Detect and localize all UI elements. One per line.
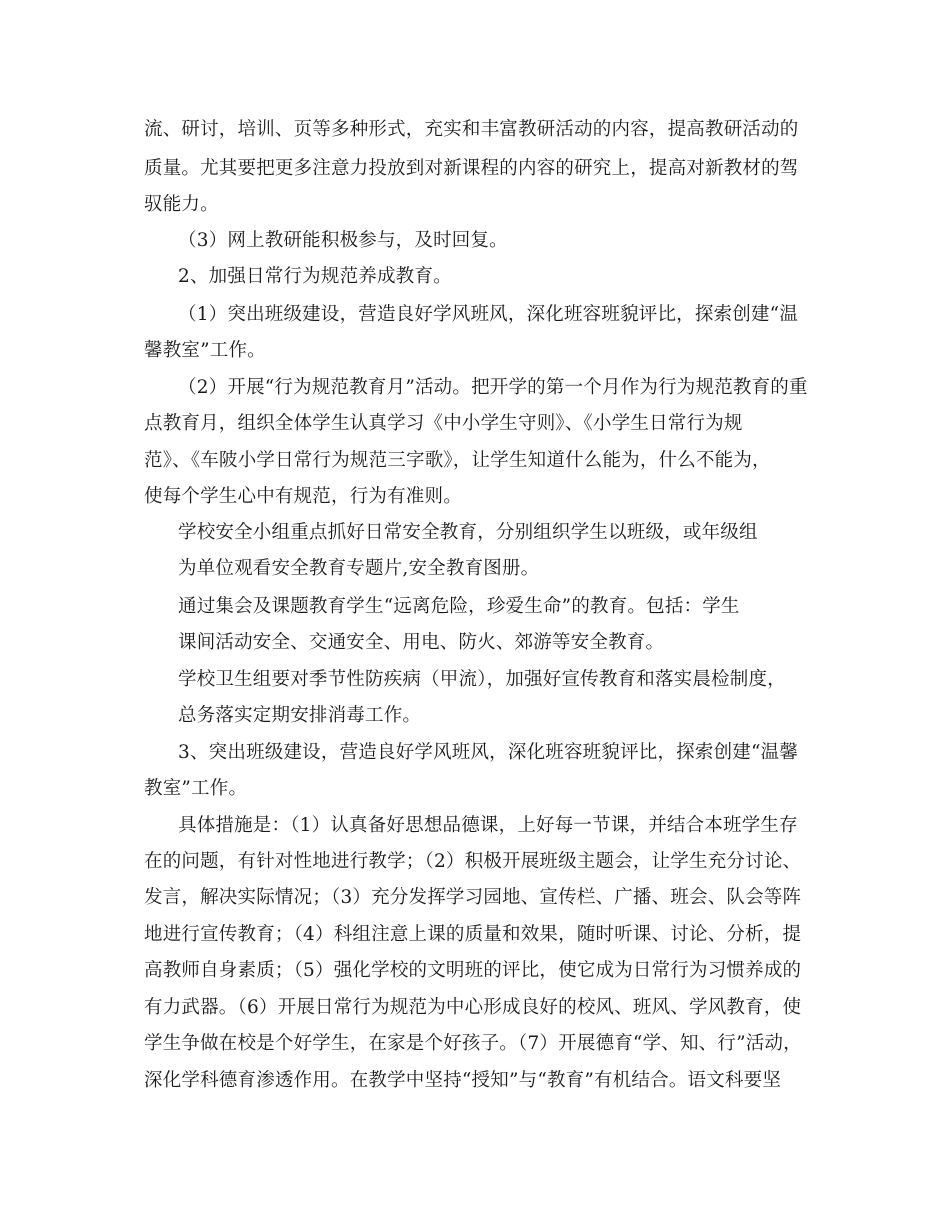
- text-line: 2、加强日常行为规范养成教育。: [178, 266, 452, 287]
- text-line: 有力武器。（6）开展日常行为规范为中心形成良好的校风、班风、学风教育，使: [144, 997, 802, 1018]
- text-line: （2）开展“行为规范教育月”活动。把开学的第一个月作为行为规范教育的重: [178, 377, 808, 398]
- text-line: 学生争做在校是个好学生，在家是个好孩子。（7）开展德育“学、知、行”活动，: [144, 1033, 802, 1054]
- text-line: 课间活动安全、交通安全、用电、防火、郊游等安全教育。: [178, 632, 665, 653]
- text-line: 高教师自身素质；（5）强化学校的文明班的评比，使它成为日常行为习惯养成的: [144, 960, 802, 981]
- text-line: 3、突出班级建设，营造良好学风班风，深化班容班貌评比，探索创建“温馨: [178, 742, 799, 763]
- text-line: 教室”工作。: [144, 778, 248, 799]
- text-line: 具体措施是：（1）认真备好思想品德课，上好每一节课，并结合本班学生存: [178, 815, 798, 836]
- text-line: （3）网上教研能积极参与，及时回复。: [178, 230, 508, 251]
- text-line: 深化学科德育渗透作用。在教学中坚持“授知”与“教育”有机结合。语文科要坚: [144, 1070, 782, 1091]
- text-line: 总务落实定期安排消毒工作。: [178, 705, 422, 726]
- text-line: 流、研讨，培训、页等多种形式，充实和丰富教研活动的内容，提高教研活动的: [144, 119, 799, 140]
- text-line: 驭能力。: [144, 194, 219, 215]
- text-line: 为单位观看安全教育专题片,安全教育图册。: [178, 558, 540, 579]
- text-line: 发言，解决实际情况；（3）充分发挥学习园地、宣传栏、广播、班会、队会等阵: [144, 887, 802, 908]
- text-line: 地进行宣传教育；（4）科组注意上课的质量和效果，随时听课、讨论、分析，提: [144, 924, 802, 945]
- text-line: 点教育月，组织全体学生认真学习《中小学生守则》、《小学生日常行为规: [144, 413, 743, 434]
- text-line: 通过集会及课题教育学生“远离危险，珍爱生命”的教育。包括：学生: [178, 596, 740, 617]
- text-line: 学校安全小组重点抓好日常安全教育，分别组织学生以班级，或年级组: [178, 522, 758, 543]
- text-line: 馨教室”工作。: [144, 340, 266, 361]
- text-line: 范》、《车陂小学日常行为规范三字歌》，让学生知道什么能为，什么不能为，: [144, 450, 771, 471]
- text-line: 学校卫生组要对季节性防疾病（甲流），加强好宣传教育和落实晨检制度，: [178, 669, 786, 690]
- text-line: 使每个学生心中有规范，行为有准则。: [144, 486, 462, 507]
- text-line: （1）突出班级建设，营造良好学风班风，深化班容班貌评比，探索创建“温: [178, 304, 799, 325]
- text-line: 在的问题，有针对性地进行教学；（2）积极开展班级主题会，让学生充分讨论、: [144, 851, 802, 872]
- text-line: 质量。尤其要把更多注意力投放到对新课程的内容的研究上，提高对新教材的驾: [144, 158, 799, 179]
